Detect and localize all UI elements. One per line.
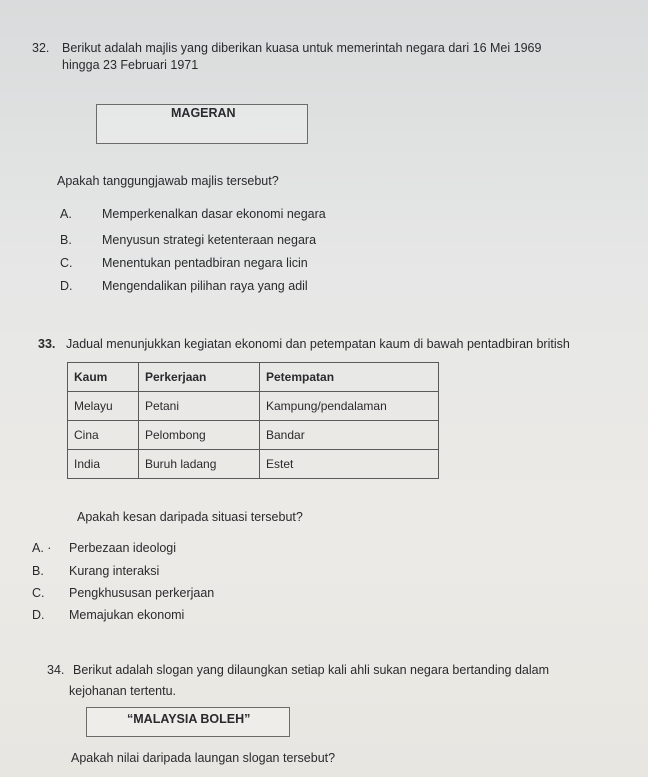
q34-number: 34. [47, 663, 65, 677]
table-cell: Estet [260, 450, 439, 479]
q34-box-text: “MALAYSIA BOLEH” [127, 712, 251, 726]
option-letter: D. [60, 279, 73, 293]
option-letter: C. [60, 256, 73, 270]
table-row [68, 392, 439, 421]
table-cell: Kampung/pendalaman [260, 392, 439, 421]
table-cell: Buruh ladang [139, 450, 260, 479]
q34-slogan-box [86, 707, 290, 737]
q33-table [67, 362, 439, 479]
option-letter: D. [32, 608, 45, 622]
option-text: Menentukan pentadbiran negara licin [102, 256, 308, 270]
option-letter: C. [32, 586, 45, 600]
option-text: Memperkenalkan dasar ekonomi negara [102, 207, 326, 221]
q32-box-text: MAGERAN [171, 106, 236, 120]
q32-info-box [96, 104, 308, 144]
table-header-cell: Petempatan [260, 363, 439, 392]
option-text: Mengendalikan pilihan raya yang adil [102, 279, 308, 293]
table-cell: Pelombong [139, 421, 260, 450]
option-letter: B. [32, 564, 44, 578]
table-row [68, 421, 439, 450]
q33-number: 33. [38, 337, 56, 351]
option-text: Perbezaan ideologi [69, 541, 177, 555]
option-letter: A. [60, 207, 72, 221]
table-cell: Petani [139, 392, 260, 421]
q34-question: Apakah nilai daripada laungan slogan tersebut? [71, 751, 336, 765]
option-text: Menyusun strategi ketenteraan negara [102, 233, 317, 247]
table-cell: Melayu [68, 392, 139, 421]
table-cell: Cina [68, 421, 139, 450]
option-letter: A. · [32, 541, 52, 555]
q32-question: Apakah tanggungjawab majlis tersebut? [57, 174, 279, 188]
q34-text-line2: kejohanan tertentu. [69, 684, 177, 698]
q34-text-line1: Berikut adalah slogan yang dilaungkan setiap kali ahli sukan negara bertanding dalam [73, 663, 550, 677]
table-cell: India [68, 450, 139, 479]
q33-question: Apakah kesan daripada situasi tersebut? [77, 510, 303, 524]
q32-text-line1: Berikut adalah majlis yang diberikan kuasa untuk memerintah negara dari 16 Mei 1969 [62, 41, 542, 55]
table-header-cell: Perkerjaan [139, 363, 260, 392]
option-text: Kurang interaksi [69, 564, 160, 578]
table-header-cell: Kaum [68, 363, 139, 392]
q32-text-line2: hingga 23 Februari 1971 [62, 58, 199, 72]
option-text: Pengkhususan perkerjaan [69, 586, 215, 600]
option-letter: B. [60, 233, 72, 247]
table-row [68, 450, 439, 479]
q32-number: 32. [32, 41, 50, 55]
q33-text-line1: Jadual menunjukkan kegiatan ekonomi dan petempatan kaum di bawah pentadbiran british [66, 337, 570, 351]
option-text: Memajukan ekonomi [69, 608, 185, 622]
table-header-row [68, 363, 439, 392]
table-cell: Bandar [260, 421, 439, 450]
